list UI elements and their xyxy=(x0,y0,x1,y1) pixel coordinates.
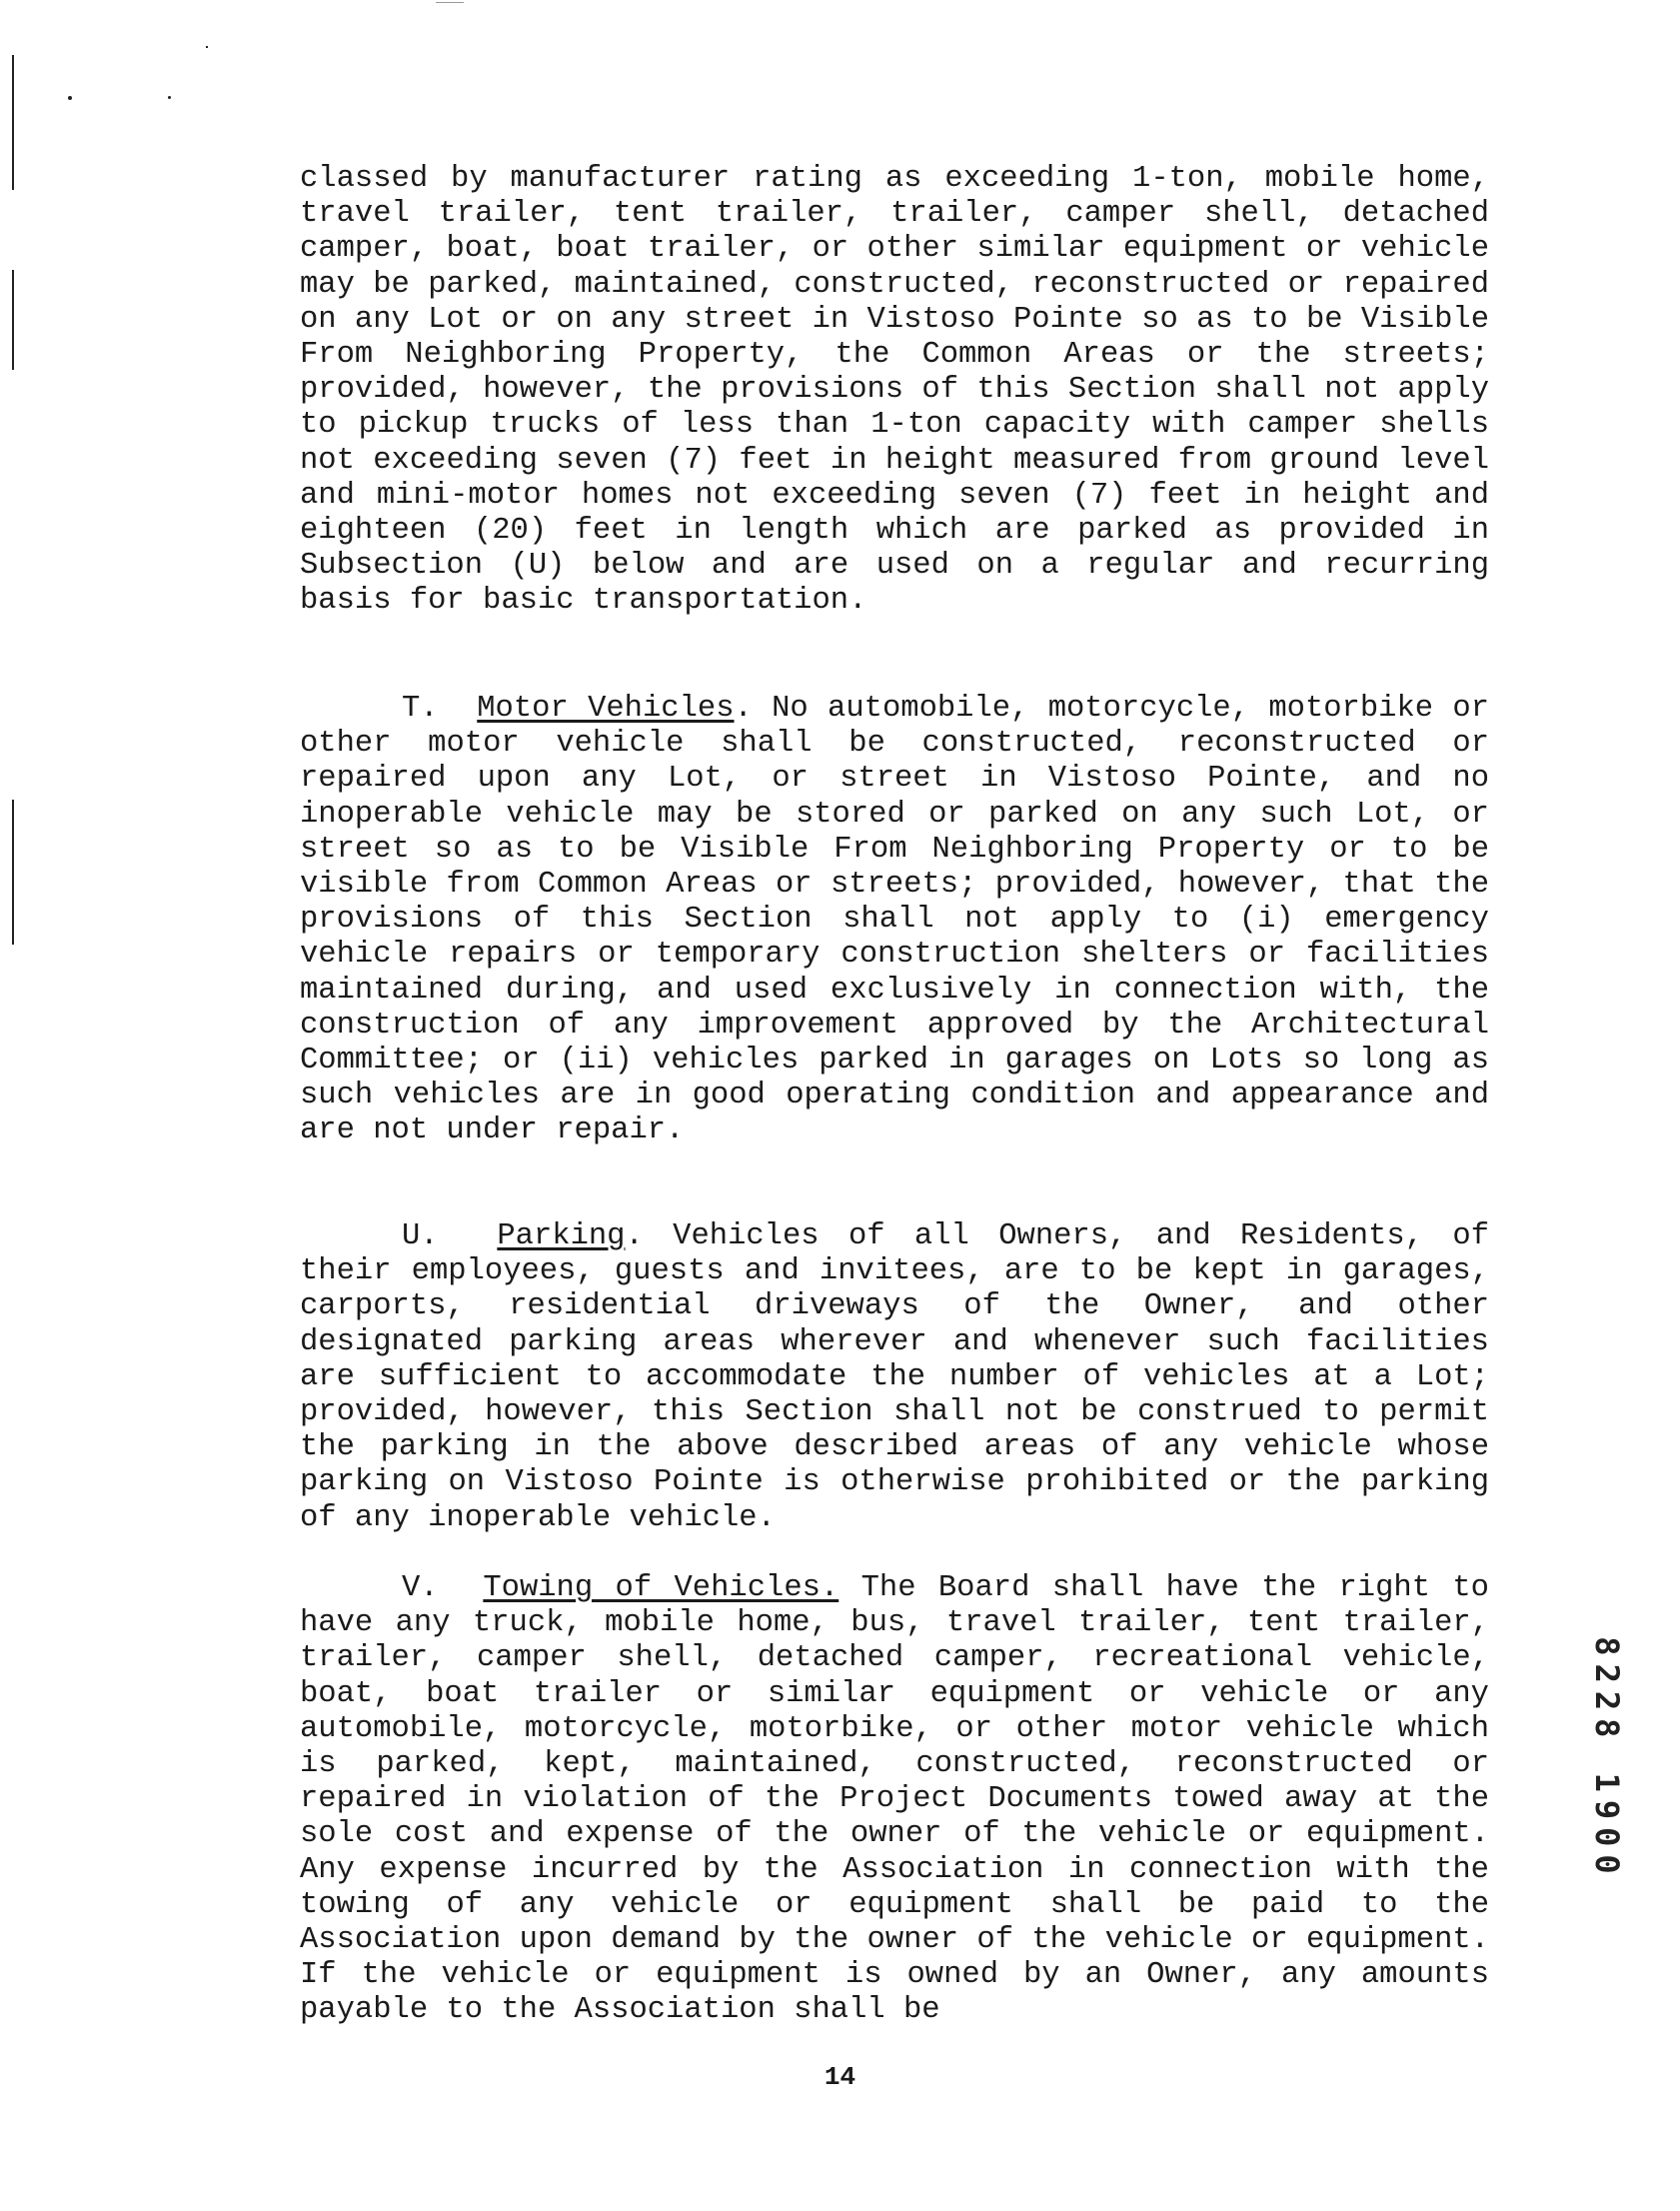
page-number: 14 xyxy=(824,2062,856,2092)
paragraph-section-s-continued xyxy=(300,162,1489,620)
section-letter: V. xyxy=(402,1571,439,1605)
section-heading-parking: Parking xyxy=(497,1219,626,1253)
scan-dot xyxy=(168,96,171,99)
section-letter: U. xyxy=(402,1219,439,1253)
scan-edge-line-top xyxy=(12,55,14,190)
paragraph-text: classed by manufacturer rating as exceeding 1-ton, mobile home, travel trailer, tent trailer, trailer, camper shell, detached camper, boat, boat trailer, or other similar equipment or vehicle may be parked, maintained, constructed, reconstructed or repaired on any Lot or on any street in Vistoso Pointe so as to be Visible From Neighboring Property, the Common Areas or the streets; provided, however, the provisions of this Section shall not apply to pickup trucks of less than 1-ton capacity with camper shells not exceeding seven (7) feet in height measured from ground level and mini-motor homes not exceeding seven (7) feet in height and eighteen (20) feet in length which are parked as provided in Subsection (U) below and are used on a regular and recurring basis for basic transportation. xyxy=(300,162,1489,619)
scan-dot xyxy=(206,46,208,48)
scan-dot xyxy=(68,96,72,100)
section-heading-towing-of-vehicles: Towing of Vehicles. xyxy=(483,1571,840,1605)
scan-dash xyxy=(436,2,464,3)
paragraph-text: . Vehicles of all Owners, and Residents, of their employees, guests and invitees, are to be kept in garages, carports, residential driveways of the Owner, and other designated parking areas wherever and whenever such facilities are sufficient to accommodate the number of vehicles at a Lot; provided, however, this Section shall not be construed to permit the parking in the above described areas of any vehicle whose parking on Vistoso Pointe is otherwise prohibited or the parking of any inoperable vehicle. xyxy=(300,1219,1489,1535)
scan-edge-line-lower xyxy=(12,800,14,945)
paragraph-section-t xyxy=(300,692,1489,1149)
paragraph-section-u xyxy=(300,1219,1489,1536)
section-heading-motor-vehicles: Motor Vehicles xyxy=(477,692,735,726)
stamp-text: 8228 1900 xyxy=(1588,1636,1626,1882)
margin-recording-stamp xyxy=(1577,1589,1637,1929)
section-letter: T. xyxy=(402,692,439,726)
paragraph-text: . No automobile, motorcycle, motorbike or other motor vehicle shall be constructed, reconstructed or repaired upon any Lot, or street in Vistoso Pointe, and no inoperable vehicle may be stored or parked on any such Lot, or street so as to be Visible From Neighboring Property or to be visible from Common Areas or streets; provided, however, that the provisions of this Section shall not apply to (i) emergency vehicle repairs or temporary construction shelters or facilities maintained during, and used exclusively in connection with, the construction of any improvement approved by the Architectural Committee; or (ii) vehicles parked in garages on Lots so long as such vehicles are in good operating condition and appearance and are not under repair. xyxy=(300,692,1489,1148)
scan-edge-line-mid xyxy=(12,270,14,370)
paragraph-section-v xyxy=(300,1571,1489,2029)
paragraph-text: The Board shall have the right to have any truck, mobile home, bus, travel trailer, tent trailer, trailer, camper shell, detached camper, recreational vehicle, boat, boat trailer or similar equipment or vehicle or any automobile, motorcycle, motorbike, or other motor vehicle which is parked, kept, maintained, constructed, reconstructed or repaired in violation of the Project Documents towed away at the sole cost and expense of the owner of the vehicle or equipment. Any expense incurred by the Association in connection with the towing of any vehicle or equipment shall be paid to the Association upon demand by the owner of the vehicle or equipment. If the vehicle or equipment is owned by an Owner, any amounts payable to the Association shall be xyxy=(300,1571,1489,2028)
